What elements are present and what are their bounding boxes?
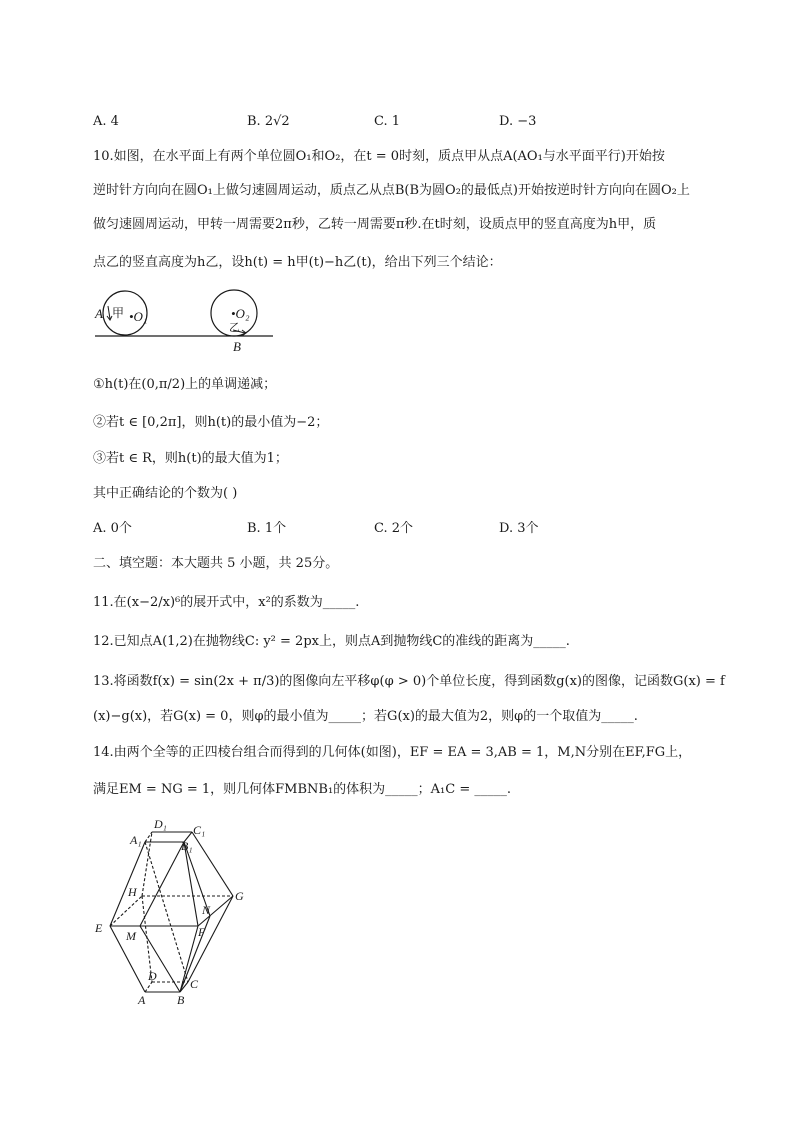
section-2-heading: 二、填空题：本大题共 5 小题，共 25分。 (93, 556, 339, 571)
edge-gc1 (192, 832, 233, 896)
edge-a1c (145, 842, 188, 982)
label-h: H (128, 885, 137, 899)
label-g: G (235, 889, 244, 903)
edge-mb1 (140, 842, 184, 926)
q9-option-c: C. 1 (374, 114, 401, 129)
q13-line-1: 13.将函数f(x) = sin(2x + π/3)的图像向左平移φ(φ > 0)个单位长度，得到函数g(x)的图像，记函数G(x) = f (93, 674, 725, 689)
solid-figure (90, 812, 260, 1012)
label-b: B (233, 339, 241, 354)
q10-line-2: 逆时针方向向在圆O₁上做匀速圆周运动，质点乙从点B(B为圆O₂的最低点)开始按逆时针方向向在圆O₂上 (93, 183, 690, 198)
q11: 11.在(x−2/x)⁶的展开式中，x²的系数为_____. (93, 595, 360, 610)
q10-line-4: 点乙的竖直高度为h乙，设h(t) = h甲(t)−h乙(t)，给出下列三个结论： (93, 255, 502, 270)
q10-statement-3: ③若t ∈ R，则h(t)的最大值为1； (93, 451, 288, 466)
q9-option-b: B. 2√2 (247, 114, 290, 129)
label-o2: •O₂ (231, 306, 250, 321)
label-a: A (95, 306, 103, 321)
q12: 12.已知点A(1,2)在抛物线C: y² = 2px上，则点A到抛物线C的准线的距离为_____. (93, 634, 570, 649)
q14-line-2: 满足EM = NG = 1，则几何体FMBNB₁的体积为_____；A₁C = _____. (93, 782, 512, 797)
label-d1: D₁ (154, 817, 167, 831)
label-o1: •O₁ (129, 309, 148, 324)
label-a1: A₁ (130, 833, 142, 847)
label-e: E (95, 921, 103, 935)
q10-line-1: 10.如图，在水平面上有两个单位圆O₁和O₂，在t = 0时刻，质点甲从点A(AO₁与水平面平行)开始按 (93, 149, 665, 164)
q10-question: 其中正确结论的个数为( ) (93, 486, 238, 501)
q14-line-1: 14.由两个全等的正四棱台组合而得到的几何体(如图)，EF = EA = 3,AB = 1，M,N分别在EF,FG上， (93, 745, 692, 760)
q10-statement-1: ①h(t)在(0,π/2)上的单调递减； (93, 377, 277, 392)
edge-ea1 (110, 842, 145, 926)
q10-option-a: A. 0个 (93, 521, 132, 536)
edge-eh (110, 896, 142, 926)
label-yi: 乙 (229, 322, 240, 334)
label-c1: C₁ (193, 823, 206, 837)
edge-fb1 (184, 842, 198, 926)
two-circles-figure (93, 286, 283, 356)
edge-ad (145, 982, 152, 992)
q10-option-d: D. 3个 (499, 521, 539, 536)
label-n: N (202, 903, 211, 917)
label-d: D (148, 969, 157, 983)
q10-option-b: B. 1个 (247, 521, 287, 536)
label-b: B (177, 993, 185, 1007)
label-a: A (138, 993, 146, 1007)
q13-line-2: (x)−g(x)，若G(x) = 0，则φ的最小值为_____；若G(x)的最大值为2，则φ的一个取值为_____. (93, 709, 638, 724)
q10-option-c: C. 2个 (374, 521, 414, 536)
label-f: F (198, 925, 206, 939)
label-m: M (126, 929, 136, 943)
q9-option-a: A. 4 (93, 114, 119, 129)
label-c: C (190, 977, 199, 991)
q10-statement-2: ②若t ∈ [0,2π]，则h(t)的最小值为−2； (93, 415, 329, 430)
label-jia: 甲 (112, 306, 125, 320)
q10-line-3: 做匀速圆周运动，甲转一周需要2π秒，乙转一周需要π秒.在t时刻，设质点甲的竖直高度为h甲，质 (93, 217, 657, 232)
q9-option-d: D. −3 (499, 114, 537, 129)
label-b1: B₁ (181, 839, 193, 853)
